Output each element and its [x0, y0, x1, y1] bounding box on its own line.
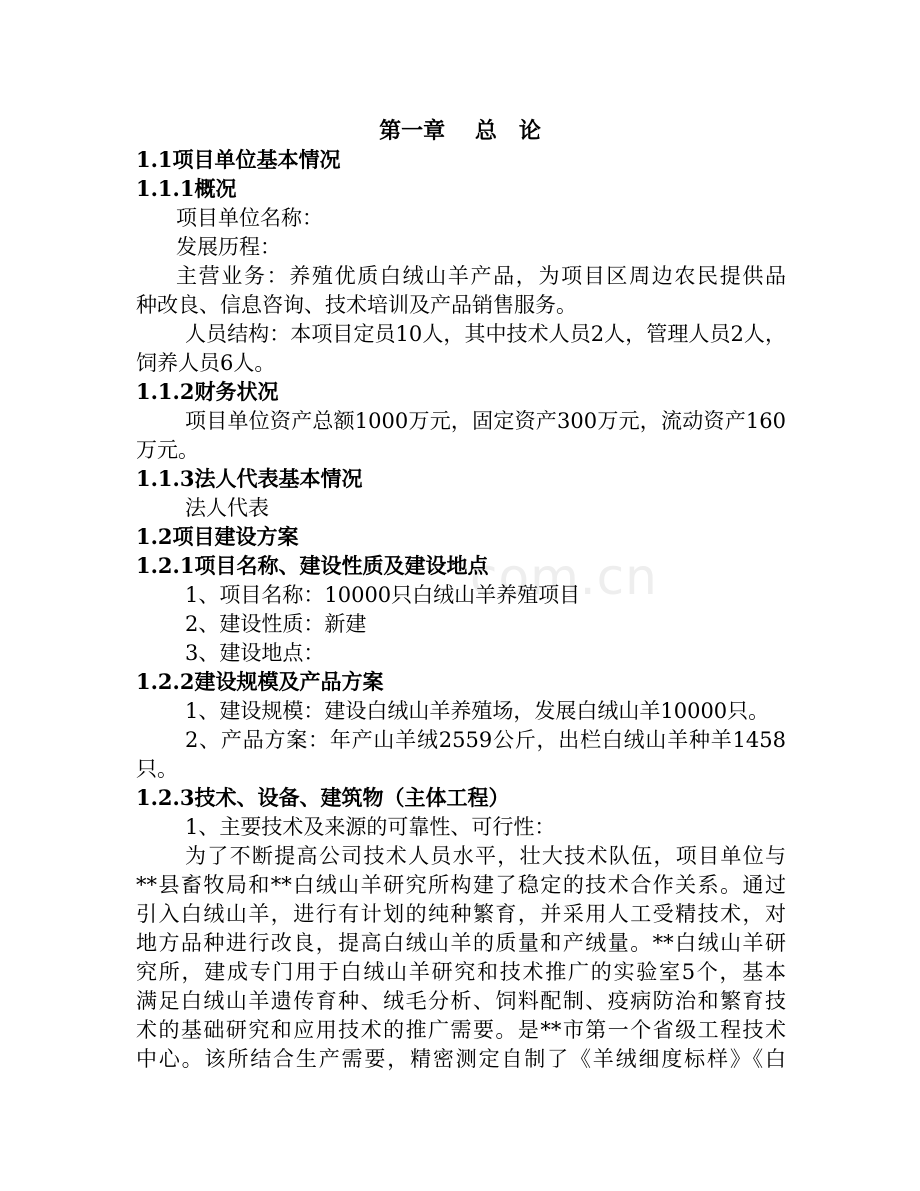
paragraph-line: 主营业务：养殖优质白绒山羊产品，为项目区周边农民提供品 — [176, 264, 786, 288]
paragraph-line: 满足白绒山羊遗传育种、绒毛分析、饲料配制、疫病防治和繁育技 — [136, 989, 786, 1013]
section-heading-1-1-2: 1.1.2财务状况 — [136, 379, 279, 404]
paragraph-line: 为了不断提高公司技术人员水平，壮大技术队伍，项目单位与 — [185, 844, 786, 868]
paragraph-line: 人员结构：本项目定员10人，其中技术人员2人，管理人员2人， — [185, 322, 786, 346]
section-heading-1-2: 1.2项目建设方案 — [136, 524, 299, 549]
paragraph-line: 法人代表 — [185, 496, 269, 520]
section-heading-1-1-1: 1.1.1概况 — [136, 176, 237, 201]
paragraph-line: 究所，建成专门用于白绒山羊研究和技术推广的实验室5个，基本 — [136, 960, 786, 984]
section-heading-1-1-3: 1.1.3法人代表基本情况 — [136, 466, 363, 491]
list-item: 3、建设地点： — [185, 641, 325, 665]
paragraph-line: 种改良、信息咨询、技术培训及产品销售服务。 — [136, 293, 577, 317]
paragraph-line: 万元。 — [136, 438, 199, 462]
section-heading-1-2-3: 1.2.3技术、设备、建筑物（主体工程） — [136, 785, 510, 810]
list-item: 1、项目名称：10000只白绒山羊养殖项目 — [185, 583, 581, 607]
chapter-title: 第一章 总 论 — [379, 118, 541, 144]
list-item: 2、建设性质：新建 — [185, 612, 367, 636]
section-heading-1-2-1: 1.2.1项目名称、建设性质及建设地点 — [136, 553, 489, 578]
paragraph-line: 发展历程： — [176, 235, 281, 259]
paragraph-line: 中心。该所结合生产需要，精密测定自制了《羊绒细度标样》《白 — [136, 1047, 786, 1071]
paragraph-line: 地方品种进行改良，提高白绒山羊的质量和产绒量。**白绒山羊研 — [136, 931, 786, 955]
paragraph-line: 只。 — [136, 757, 178, 781]
paragraph-line: 饲养人员6人。 — [136, 351, 276, 375]
section-heading-1-1: 1.1项目单位基本情况 — [136, 147, 341, 172]
paragraph-line: 项目单位资产总额1000万元，固定资产300万元，流动资产160 — [185, 409, 786, 433]
paragraph-line: 引入白绒山羊，进行有计划的纯种繁育，并采用人工受精技术，对 — [136, 902, 786, 926]
paragraph-line: 项目单位名称： — [176, 206, 323, 230]
list-item: 2、产品方案：年产山羊绒2559公斤，出栏白绒山羊种羊1458 — [185, 728, 786, 752]
list-item: 1、建设规模：建设白绒山羊养殖场，发展白绒山羊10000只。 — [185, 699, 770, 723]
section-heading-1-2-2: 1.2.2建设规模及产品方案 — [136, 669, 384, 694]
paragraph-line: **县畜牧局和**白绒山羊研究所构建了稳定的技术合作关系。通过 — [136, 873, 786, 897]
list-item: 1、主要技术及来源的可靠性、可行性： — [185, 815, 556, 839]
paragraph-line: 术的基础研究和应用技术的推广需要。是**市第一个省级工程技术 — [136, 1018, 786, 1042]
watermark: com.cn — [470, 548, 658, 606]
